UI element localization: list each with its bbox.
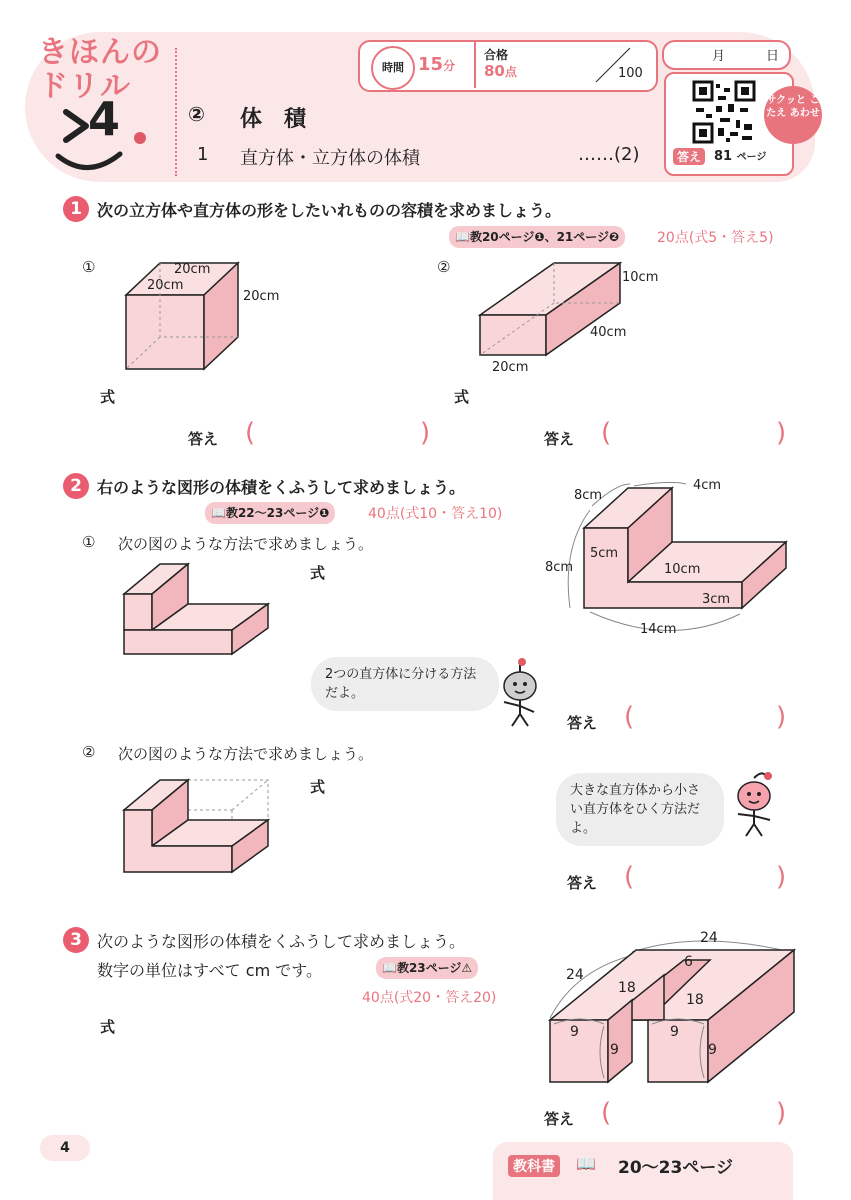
q1-box-figure (470, 255, 640, 365)
header-divider (175, 48, 177, 176)
q3-dim-w2: 9 (670, 1024, 679, 1040)
q3-answer-close[interactable]: ) (776, 1098, 787, 1128)
q2-sub2-figure (120, 770, 280, 880)
q2-points: 40点(式10・答え10) (368, 506, 503, 522)
q3-number: 3 (63, 927, 89, 953)
q2-sub1-marker: ① (82, 533, 96, 551)
q2-dim-inner-height: 5cm (590, 546, 619, 561)
month-label: 月 (712, 49, 726, 64)
q1-dim2-depth: 40cm (590, 325, 627, 340)
qr-code-icon[interactable] (692, 80, 756, 144)
q1-answer1-open[interactable]: ( (245, 418, 256, 448)
answer-tag: 答え (673, 148, 705, 165)
q2-formula2-label: 式 (310, 778, 326, 796)
q3-dim-top: 24 (700, 930, 718, 946)
q2-bubble2: 大きな直方体から小さい直方体をひく方法だよ。 (556, 773, 724, 846)
unit-title: 体 積 (240, 107, 307, 132)
section-title: 直方体・立方体の体積 (240, 148, 420, 169)
q1-answer1-label: 答え (188, 430, 219, 448)
q1-item1-marker: ① (82, 258, 96, 276)
time-label: 時間 (382, 61, 404, 74)
q2-dim-bottom-depth: 10cm (664, 562, 701, 577)
textbook-pages: 20〜23ページ (618, 1158, 733, 1178)
q2-answer2-close[interactable]: ) (776, 862, 787, 892)
q2-dim-top-width: 4cm (693, 478, 722, 493)
q1-dim2-width: 20cm (492, 360, 529, 375)
q2-sub1-text: 次の図のような方法で求めましょう。 (118, 535, 374, 553)
q2-bubble1: 2つの直方体に分ける方法だよ。 (311, 657, 499, 711)
q3-answer-label: 答え (544, 1110, 575, 1128)
page-number: 4 (40, 1135, 90, 1161)
q1-ref: 📖教20ページ❶、21ページ❷ (449, 226, 625, 248)
day-label: 日 (766, 49, 780, 64)
score-divider (474, 42, 476, 88)
time-unit: 分 (443, 59, 456, 73)
q3-dim-inner1: 18 (618, 980, 636, 996)
textbook-label: 教科書 (508, 1155, 560, 1177)
q2-text: 右のような図形の体積をくふうして求めましょう。 (97, 478, 466, 497)
qr-side-label: サクッと こたえ あわせ (764, 86, 822, 144)
answer-page-unit: ページ (736, 152, 767, 163)
q2-dim-front-height: 3cm (702, 592, 731, 607)
pink-apple-character-icon (726, 768, 782, 840)
textbook-book-icon: 📖 (576, 1154, 596, 1173)
q2-sub2-text: 次の図のような方法で求めましょう。 (118, 745, 374, 763)
q1-answer1-close[interactable]: ) (420, 418, 431, 448)
q1-number: 1 (63, 196, 89, 222)
q1-points: 20点(式5・答え5) (657, 230, 774, 246)
unit-number: ② (188, 102, 205, 126)
q1-text: 次の立方体や直方体の形をしたいれものの容積を求めましょう。 (97, 201, 562, 220)
q1-answer2-close[interactable]: ) (776, 418, 787, 448)
q1-answer2-label: 答え (544, 430, 575, 448)
book-icon: 📖 (382, 961, 397, 975)
q2-sub1-figure (120, 560, 280, 660)
logo-line1: きほんの (38, 35, 162, 70)
q3-ref: 📖教23ページ⚠ (376, 957, 478, 979)
pass-label: 合格 (484, 48, 509, 62)
q3-formula-label: 式 (100, 1018, 116, 1036)
apple-character-icon (494, 656, 546, 728)
q2-ref: 📖教22〜23ページ❶ (205, 502, 335, 524)
answer-page: 81 ページ (714, 149, 767, 164)
q3-dim-gap: 6 (684, 954, 693, 970)
q3-points: 40点(式20・答え20) (362, 990, 497, 1006)
q2-sub2-marker: ② (82, 743, 96, 761)
q3-u-shape-figure (540, 930, 810, 1090)
q1-dim-height: 20cm (243, 289, 280, 304)
q1-item2-marker: ② (437, 258, 451, 276)
q1-dim2-height: 10cm (622, 270, 659, 285)
logo-line2: ドリル (38, 69, 131, 104)
book-icon: 📖 (455, 230, 470, 244)
q2-answer2-open[interactable]: ( (624, 862, 635, 892)
q3-dim-w1: 9 (570, 1024, 579, 1040)
book-icon: 📖 (211, 506, 226, 520)
q3-text2: 数字の単位はすべて cm です。 (97, 961, 322, 980)
q3-dim-left: 24 (566, 967, 584, 983)
score-total: 100 (618, 66, 643, 81)
q2-number: 2 (63, 473, 89, 499)
q2-dim-top-depth: 8cm (574, 488, 603, 503)
q2-formula1-label: 式 (310, 564, 326, 582)
q2-dim-left-height: 8cm (545, 560, 574, 575)
section-part: ……(2) (578, 144, 640, 165)
q1-answer2-open[interactable]: ( (601, 418, 612, 448)
q2-answer2-label: 答え (567, 874, 598, 892)
section-number: 1 (197, 144, 209, 165)
timer-icon (371, 46, 415, 90)
q2-answer1-close[interactable]: ) (776, 702, 787, 732)
q3-dim-h1: 9 (610, 1042, 619, 1058)
q2-answer1-open[interactable]: ( (624, 702, 635, 732)
pass-value: 80点 (484, 62, 517, 80)
q1-dim-top: 20cm (174, 262, 211, 277)
q3-answer-open[interactable]: ( (601, 1098, 612, 1128)
q2-dim-total-width: 14cm (640, 622, 677, 637)
q2-answer1-label: 答え (567, 714, 598, 732)
pass-unit: 点 (504, 65, 517, 79)
q1-dim-side: 20cm (147, 278, 184, 293)
q1-formula2-label: 式 (454, 388, 470, 406)
q3-dim-inner2: 18 (686, 992, 704, 1008)
q3-text: 次のような図形の体積をくふうして求めましょう。 (97, 932, 466, 951)
q3-dim-h2: 9 (708, 1042, 717, 1058)
logo-number: 4 (88, 92, 121, 146)
time-value: 15分 (418, 54, 456, 75)
q1-formula1-label: 式 (100, 388, 116, 406)
